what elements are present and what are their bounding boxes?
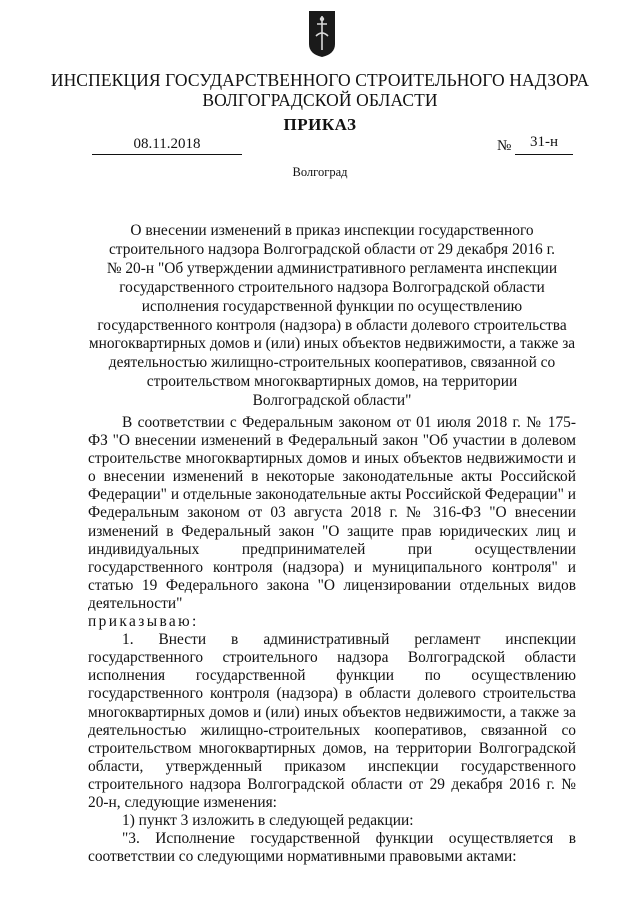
number-underline [515,154,573,155]
number-sign: № [497,138,512,154]
order-subject [88,222,576,411]
subject-line: строительством многоквартирных домов, на территории [146,373,518,391]
subject-line: О внесении изменений в приказ инспекции государственного [130,222,534,239]
order-word: приказываю: [88,613,199,631]
item-1-text: 1. Внести в административный регламент инспекции государственного строительного надзора Волгоградской области исполнения государственной функции по осуществлению государственного контроля (надзора) в области долевого строительства многоквартирных домов и (или) иных объектов недвижимости, а также за деятельностью жилищно-строительных кооперативов, связанной со строительством многоквартирных домов, на территории Волгоградской области, утвержденный приказом инспекции государственного строительного надзора Волгоградской области от 29 декабря 2016 г. № 20-н, следующие изменения: [88,631,576,811]
subject-line: Волгоградской области" [252,392,412,410]
coat-of-arms-icon [308,10,336,58]
document-type: ПРИКАЗ [283,115,357,134]
subject-line: строительного надзора Волгоградской области от 29 декабря 2016 г. [108,240,556,258]
subject-line: государственного строительного надзора Волгоградской области [119,278,545,296]
order-number: 31-н [529,134,559,150]
organization-name [40,70,600,110]
order-date: 08.11.2018 [133,136,201,152]
quote-line: соответствии со следующими нормативными правовыми актами: [88,848,517,866]
subject-line: государственного контроля (надзора) в области долевого строительства [97,316,567,334]
sub-item-1: 1) пункт 3 изложить в следующей редакции: [122,812,414,830]
org-line-2: ВОЛГОГРАДСКОЙ ОБЛАСТИ [202,90,438,110]
org-line-1: ИНСПЕКЦИЯ ГОСУДАРСТВЕННОГО СТРОИТЕЛЬНОГО НАДЗОРА [50,70,590,90]
preamble-text: В соответствии с Федеральным законом от 01 июля 2018 г. № 175-ФЗ "О внесении изменений в Федеральный закон "Об участии в долевом строительстве многоквартирных домов и иных объектов недвижимости и о внесении изменений в некоторые законодательные акты Российской Федерации" и отдельные законодательные акты Российской Федерации" и Федеральным законом от 03 августа 2018 г. № 316-ФЗ "О внесении изменений в Федеральный закон "О защите прав юридических лиц и индивидуальных предпринимателей при осуществлении государственного контроля (надзора) и муниципального контроля" и статью 19 Федерального закона "О лицензировании отдельных видов деятельности" [88,414,576,612]
quote-line: "3. Исполнение государственной функции осуществляется в [122,830,576,848]
subject-line: деятельностью жилищно-строительных кооперативов, связанной со [108,354,556,372]
city: Волгоград [292,165,348,179]
date-underline [92,154,242,155]
subject-line: № 20-н "Об утверждении административного регламента инспекции [106,259,558,277]
item-1-paragraph [88,631,576,812]
order-body [88,414,576,866]
subject-line: многоквартирных домов и (или) иных объектов недвижимости, а также за [88,335,576,353]
preamble-paragraph [88,414,576,613]
subject-line: исполнения государственной функции по осуществлению [141,297,523,315]
